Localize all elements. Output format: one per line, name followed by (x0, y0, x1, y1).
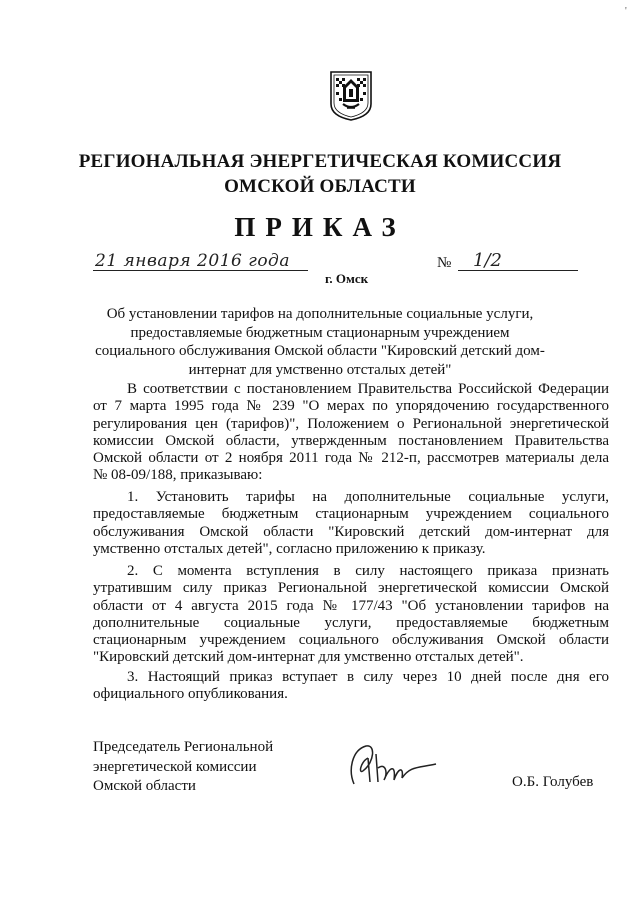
order-item-1 (93, 489, 609, 558)
position-line: Омской области (93, 778, 196, 794)
preamble-line: В соответствии с постановлением Правительства Российской Федерации (127, 381, 609, 397)
org-name-line2: ОМСКОЙ ОБЛАСТИ (224, 176, 416, 197)
preamble-line: № 08-09/188, приказываю: (93, 467, 263, 484)
handwritten-signature-icon (340, 740, 440, 790)
number-sign: № (437, 255, 452, 271)
item3-line: официального опубликования. (93, 686, 288, 703)
document-title: ПРИКАЗ (234, 212, 406, 242)
item2-line: области от 4 августа 2015 года № 177/43 "Об установлении тарифов на (93, 597, 609, 614)
signatory-name: О.Б. Голубев (512, 774, 594, 790)
subject-line: Об установлении тарифов на дополнительные социальные услуги, (106, 306, 534, 322)
omsk-coat-of-arms-icon (329, 70, 373, 122)
handwritten-date: 21 января 2016 года (95, 251, 290, 271)
item2-line: дополнительные социальные услуги, предоставляемые бюджетным (93, 614, 609, 631)
position-line: Председатель Региональной (93, 739, 274, 755)
preamble-line: Омской области от 2 ноября 2011 года № 212-п, рассмотрев материалы дела (93, 450, 609, 467)
handwritten-number: 1/2 (473, 250, 502, 271)
item1-line: обслуживания Омской области "Кировский детский дом-интернат для (93, 523, 609, 540)
preamble-paragraph (93, 381, 609, 485)
org-name-line1: РЕГИОНАЛЬНАЯ ЭНЕРГЕТИЧЕСКАЯ КОМИССИЯ (78, 151, 562, 172)
order-item-3 (93, 669, 609, 704)
corner-mark: ' (625, 6, 627, 17)
item1-line: умственно отсталых детей", согласно приложению к приказу. (93, 540, 486, 557)
item2-line: утратившим силу приказ Региональной энергетической комиссии Омской (93, 580, 609, 597)
city-label: г. Омск (325, 271, 369, 286)
number-underline (458, 270, 578, 271)
subject-line: социального обслуживания Омской области "Кировский детский дом- (95, 343, 545, 359)
preamble-line: регулирования цен (тарифов)", Положением о Региональной энергетической (93, 415, 609, 432)
item3-line: 3. Настоящий приказ вступает в силу через 10 дней после дня его (127, 669, 609, 685)
preamble-line: комиссии Омской области, утвержденным постановлением Правительства (93, 432, 609, 449)
item1-line: предоставляемые бюджетным стационарным учреждением социального (93, 506, 609, 523)
date-underline (93, 270, 308, 271)
item1-line: 1. Установить тарифы на дополнительные социальные услуги, (127, 489, 609, 505)
order-subject (80, 305, 560, 379)
subject-line: интернат для умственно отсталых детей" (188, 361, 452, 378)
item2-line: стационарным учреждением социального обслуживания Омской области (93, 632, 609, 649)
subject-line: предоставляемые бюджетным стационарным учреждением (130, 324, 510, 341)
signatory-position (93, 738, 273, 797)
item2-line: "Кировский детский дом-интернат для умственно отсталых детей". (93, 649, 524, 666)
preamble-line: от 7 марта 1995 года № 239 "О мерах по упорядочению государственного (93, 398, 609, 415)
order-item-2 (93, 563, 609, 667)
item2-line: 2. С момента вступления в силу настоящего приказа признать (127, 563, 609, 579)
position-line: энергетической комиссии (93, 758, 257, 775)
